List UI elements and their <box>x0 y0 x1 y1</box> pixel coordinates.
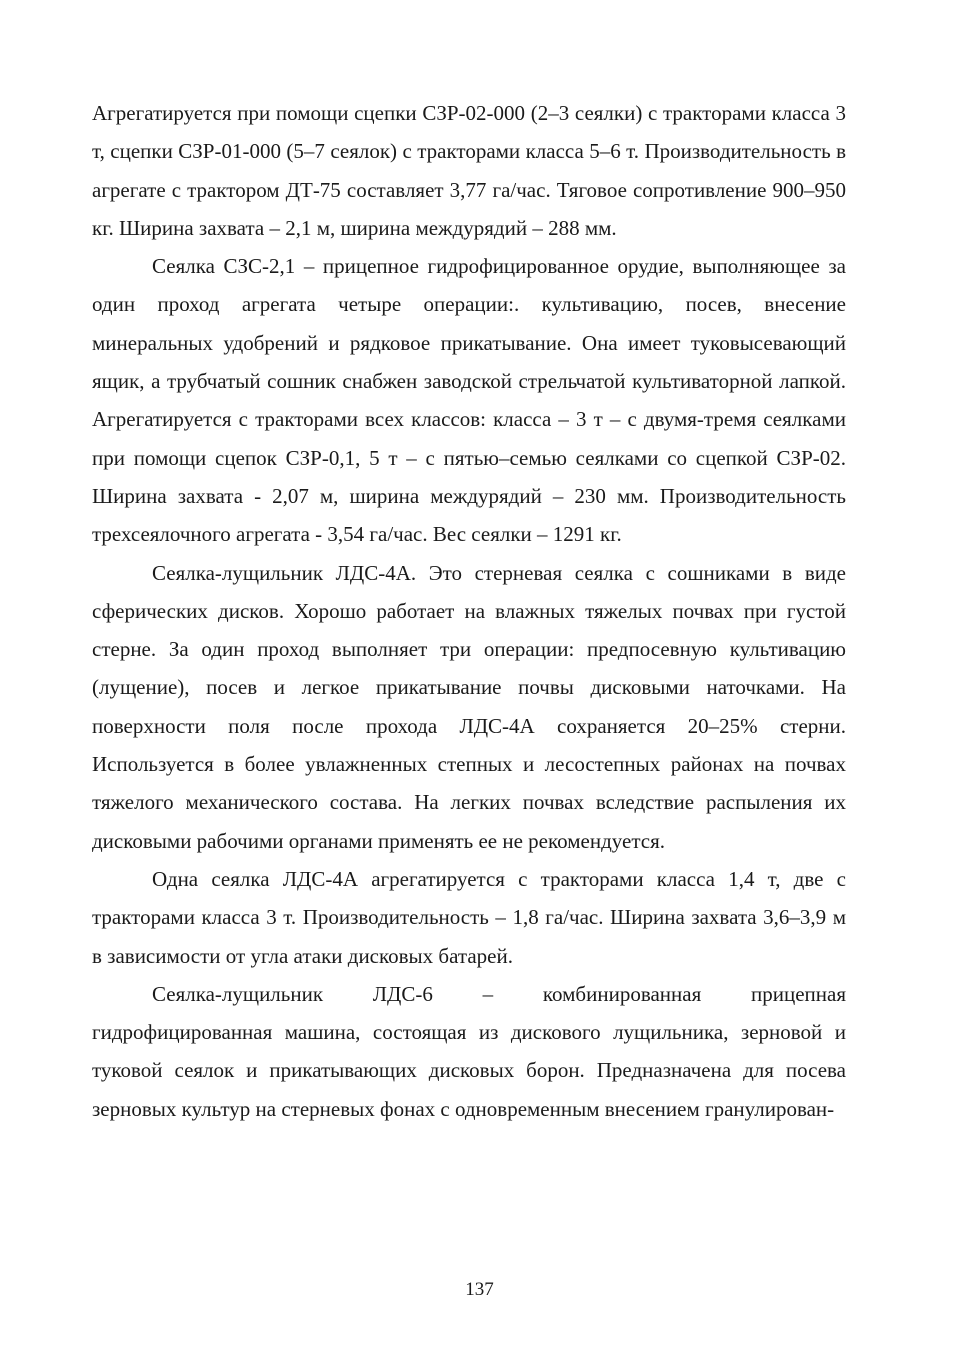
paragraph-lds-4a-performance: Одна сеялка ЛДС-4А агрегатируется с тракторами класса 1,4 т, две с тракторами класса 3 т. Производительность – 1,8 га/час. Ширина захвата 3,6–3,9 м в зависимости от угла атаки дисковых батарей. <box>92 866 846 968</box>
paragraph-szs-seeder: Сеялка СЗС-2,1 – прицепное гидрофицированное орудие, выполняющее за один проход агрегата четыре операции:. культивацию, посев, внесение минеральных удобрений и рядковое прикатывание. Она имеет туковысевающий ящик, а трубчатый сошник снабжен заводской стрельчатой культиваторной лапкой. Агрегатируется с тракторами всех классов: класса – 3 т – с двумя-тремя сеялками при помощи сцепок СЗР-0,1, 5 т – с пятью–семью сеялками со сцепкой СЗР-02. Ширина захвата - 2,07 м, ширина междурядий – 230 мм. Производительность трехсеялочного агрегата - 3,54 га/час. Вес сеялки – 1291 кг. <box>92 254 846 547</box>
body-text <box>92 94 846 1128</box>
page-number: 137 <box>465 1279 494 1300</box>
paragraph-lds-6: Сеялка-лущильник ЛДС-6 – комбинированная прицепная гидрофицированная машина, состоящая из дискового лущильника, зерновой и туковой сеялок и прикатывающих дисковых борон. Предназначена для посева зерновых культур на стерневых фонах с одновременным внесением гранулирован- <box>92 981 846 1121</box>
paragraph-aggregation: Агрегатируется при помощи сцепки СЗР-02-000 (2–3 сеялки) с тракторами класса 3 т, сцепки СЗР-01-000 (5–7 сеялок) с тракторами класса 5–6 т. Производительность в агрегате с трактором ДТ-75 составляет 3,77 га/час. Тяговое сопротивление 900–950 кг. Ширина захвата – 2,1 м, ширина междурядий – 288 мм. <box>92 101 846 240</box>
paragraph-lds-4a: Сеялка-лущильник ЛДС-4А. Это стерневая сеялка с сошниками в виде сферических дисков. Хорошо работает на влажных тяжелых почвах при густой стерне. За один проход выполняет три операции: предпосевную культивацию (лущение), посев и легкое прикатывание почвы дисковыми наточками. На поверхности поля после прохода ЛДС-4А сохраняется 20–25% стерни. Используется в более увлажненных степных и лесостепных районах на почвах тяжелого механического состава. На легких почвах вследствие распыления их дисковыми рабочими органами применять ее не рекомендуется. <box>92 560 846 853</box>
